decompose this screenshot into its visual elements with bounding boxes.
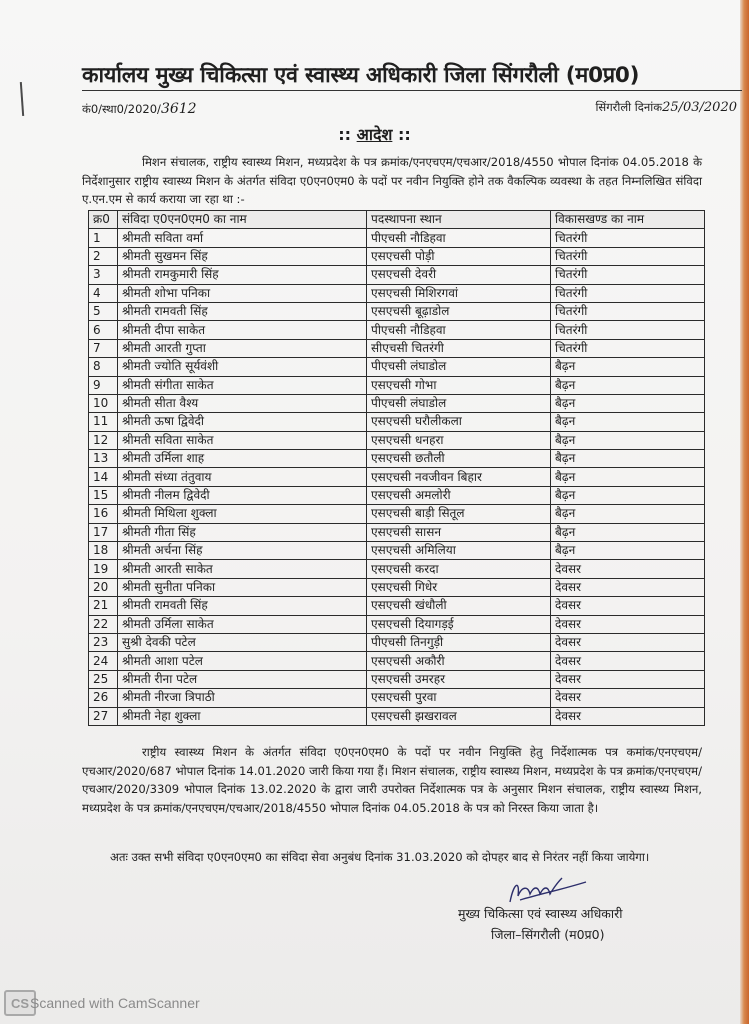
anm-table — [88, 210, 705, 726]
row-block: देवसर — [551, 689, 705, 707]
signature-stroke — [510, 878, 586, 902]
header-block: विकासखण्ड का नाम — [551, 211, 705, 229]
row-block: चितरंगी — [551, 266, 705, 284]
row-posting-place: एसएचसी पुरवा — [367, 689, 551, 707]
row-block: चितरंगी — [551, 284, 705, 302]
row-name: श्रीमती मिथिला शुक्ला — [118, 505, 367, 523]
row-posting-place: एसएचसी अकौरी — [367, 652, 551, 670]
row-serial: 15 — [89, 486, 118, 504]
row-posting-place: एसएचसी धनहरा — [367, 431, 551, 449]
order-heading-prefix: :: — [338, 125, 352, 144]
row-posting-place: एसएचसी नवजीवन बिहार — [367, 468, 551, 486]
row-serial: 26 — [89, 689, 118, 707]
row-posting-place: एसएचसी उमरहर — [367, 670, 551, 688]
table-row — [89, 505, 705, 523]
row-posting-place: एसएचसी मिशिरगवां — [367, 284, 551, 302]
row-serial: 2 — [89, 247, 118, 265]
row-posting-place: एसएचसी सासन — [367, 523, 551, 541]
table-row — [89, 707, 705, 725]
order-heading-suffix: :: — [397, 125, 411, 144]
row-serial: 18 — [89, 542, 118, 560]
table-row — [89, 266, 705, 284]
order-heading-title: आदेश — [356, 125, 393, 144]
row-block: बैढ़न — [551, 523, 705, 541]
row-name: श्रीमती रीना पटेल — [118, 670, 367, 688]
row-block: चितरंगी — [551, 302, 705, 320]
row-name: श्रीमती उर्मिला साकेत — [118, 615, 367, 633]
table-row — [89, 578, 705, 596]
row-name: श्रीमती दीपा साकेत — [118, 321, 367, 339]
row-name: श्रीमती संध्या तंतुवाय — [118, 468, 367, 486]
row-block: बैढ़न — [551, 394, 705, 412]
row-posting-place: एसएचसी अमलोरी — [367, 486, 551, 504]
row-serial: 27 — [89, 707, 118, 725]
row-block: देवसर — [551, 670, 705, 688]
table-row — [89, 542, 705, 560]
header-name: संविदा ए0एन0एम0 का नाम — [118, 211, 367, 229]
row-name: श्रीमती सुनीता पनिका — [118, 578, 367, 596]
row-posting-place: एसएचसी दियागड़ई — [367, 615, 551, 633]
row-serial: 24 — [89, 652, 118, 670]
row-posting-place: पीएचसी लंघाडोल — [367, 358, 551, 376]
row-name: श्रीमती संगीता साकेत — [118, 376, 367, 394]
row-block: बैढ़न — [551, 376, 705, 394]
row-serial: 5 — [89, 302, 118, 320]
row-posting-place: एसएचसी अमिलिया — [367, 542, 551, 560]
signatory-designation: मुख्य चिकित्सा एवं स्वास्थ्य अधिकारी — [458, 906, 623, 921]
row-serial: 10 — [89, 394, 118, 412]
row-serial: 20 — [89, 578, 118, 596]
row-posting-place: एसएचसी छतौली — [367, 450, 551, 468]
header-posting-place: पदस्थापना स्थान — [367, 211, 551, 229]
table-row — [89, 284, 705, 302]
row-block: बैढ़न — [551, 450, 705, 468]
row-block: देवसर — [551, 597, 705, 615]
table-header-row — [89, 211, 705, 229]
table-row — [89, 689, 705, 707]
row-posting-place: एसएचसी पोड़ी — [367, 247, 551, 265]
table-row — [89, 468, 705, 486]
body-text: राष्ट्रीय स्वास्थ्य मिशन के अंतर्गत संविदा ए0एन0एम0 के पदों पर नवीन नियुक्ति हेतु निर्देशात्मक पत्र कमांक/एनएचएम/एचआर/2020/687 भोपाल दिनांक 14.01.2020 जारी किया गया हैं। मिशन संचालक, राष्ट्रीय स्वास्थ्य मिशन, मध्यप्रदेश के पत्र क्रमांक/एनएचएम/एचआर/2020/3309 भोपाल दिनांक 13.02.2020 के द्वारा जारी उपरोक्त निर्देशात्मक पत्र के अनुसार मिशन संचालक, राष्ट्रीय स्वास्थ्य मिशन, मध्यप्रदेश के पत्र क्रमांक/एनएचएम/एचआर/2018/4550 भोपाल दिनांक 04.05.2018 के पत्र को निरस्त किया जाता है। — [82, 745, 702, 815]
row-block: देवसर — [551, 560, 705, 578]
row-name: श्रीमती रामवती सिंह — [118, 597, 367, 615]
body-paragraph — [82, 743, 702, 817]
row-serial: 21 — [89, 597, 118, 615]
row-serial: 6 — [89, 321, 118, 339]
office-title: कार्यालय मुख्य चिकित्सा एवं स्वास्थ्य अधिकारी जिला सिंगरौली (म0प्र0) — [82, 60, 742, 91]
row-block: बैढ़न — [551, 486, 705, 504]
table-row — [89, 394, 705, 412]
conclusion-text: अतः उक्त सभी संविदा ए0एन0एम0 का संविदा सेवा अनुबंध दिनांक 31.03.2020 को दोपहर बाद से निरंतर नहीं किया जायेगा। — [110, 850, 650, 864]
table-row — [89, 229, 705, 247]
table-row — [89, 339, 705, 357]
row-block: बैढ़न — [551, 468, 705, 486]
row-name: श्रीमती सविता वर्मा — [118, 229, 367, 247]
row-posting-place: एसएचसी झखरावल — [367, 707, 551, 725]
row-block: बैढ़न — [551, 358, 705, 376]
row-name: श्रीमती रामकुमारी सिंह — [118, 266, 367, 284]
row-serial: 11 — [89, 413, 118, 431]
row-posting-place: एसएचसी खंधौली — [367, 597, 551, 615]
row-block: बैढ़न — [551, 413, 705, 431]
row-serial: 14 — [89, 468, 118, 486]
intro-text: मिशन संचालक, राष्ट्रीय स्वास्थ्य मिशन, मध्यप्रदेश के पत्र क्रमांक/एनएचएम/एचआर/2018/4550 भोपाल दिनांक 04.05.2018 के निर्देशानुसार राष्ट्रीय स्वास्थ्य मिशन के अंतर्गत संविदा ए0एन0एम0 के पदों पर नवीन नियुक्ति होने तक वैकल्पिक व्यवस्था के तहत निम्नलिखित संविदा ए.एन.एम से कार्य कराया जा रहा था :- — [82, 155, 702, 206]
row-serial: 25 — [89, 670, 118, 688]
table-row — [89, 358, 705, 376]
row-block: चितरंगी — [551, 229, 705, 247]
table-row — [89, 247, 705, 265]
row-serial: 12 — [89, 431, 118, 449]
table-row — [89, 413, 705, 431]
row-serial: 7 — [89, 339, 118, 357]
watermark-text: Scanned with CamScanner — [30, 995, 200, 1011]
table-row — [89, 633, 705, 651]
row-name: श्रीमती आरती गुप्ता — [118, 339, 367, 357]
row-block: बैढ़न — [551, 505, 705, 523]
row-block: देवसर — [551, 633, 705, 651]
intro-paragraph — [82, 153, 702, 209]
row-name: श्रीमती गीता सिंह — [118, 523, 367, 541]
row-name: श्रीमती उर्मिला शाह — [118, 450, 367, 468]
table-row — [89, 652, 705, 670]
row-name: श्रीमती नीलम द्विवेदी — [118, 486, 367, 504]
date-handwritten: 25/03/2020 — [662, 100, 737, 115]
reference-number-handwritten: 3612 — [160, 101, 197, 117]
row-name: श्रीमती शोभा पनिका — [118, 284, 367, 302]
row-block: चितरंगी — [551, 247, 705, 265]
row-serial: 8 — [89, 358, 118, 376]
signature — [500, 876, 590, 906]
reference-number — [82, 101, 197, 117]
reference-prefix: कं0/स्था0/2020/ — [82, 102, 161, 116]
table-row — [89, 560, 705, 578]
camscanner-watermark — [4, 990, 200, 1016]
row-name: सुश्री देवकी पटेल — [118, 633, 367, 651]
table-row — [89, 450, 705, 468]
row-name: श्रीमती सीता वैश्य — [118, 394, 367, 412]
row-posting-place: पीएचसी तिनगुड़ी — [367, 633, 551, 651]
row-block: बैढ़न — [551, 431, 705, 449]
row-posting-place: एसएचसी गिधेर — [367, 578, 551, 596]
row-serial: 3 — [89, 266, 118, 284]
row-serial: 16 — [89, 505, 118, 523]
row-posting-place: पीएचसी नौडिहवा — [367, 321, 551, 339]
row-posting-place: एसएचसी घरौलीकला — [367, 413, 551, 431]
date-label: सिंगरौली दिनांक — [595, 100, 663, 114]
row-name: श्रीमती आशा पटेल — [118, 652, 367, 670]
row-block: बैढ़न — [551, 542, 705, 560]
row-posting-place: पीएचसी नौडिहवा — [367, 229, 551, 247]
row-block: देवसर — [551, 615, 705, 633]
row-serial: 17 — [89, 523, 118, 541]
table-row — [89, 321, 705, 339]
row-name: श्रीमती सविता साकेत — [118, 431, 367, 449]
row-serial: 22 — [89, 615, 118, 633]
header-serial: क्र0 — [89, 211, 118, 229]
row-block: चितरंगी — [551, 321, 705, 339]
order-heading — [0, 123, 749, 145]
row-name: श्रीमती आरती साकेत — [118, 560, 367, 578]
row-serial: 1 — [89, 229, 118, 247]
row-serial: 13 — [89, 450, 118, 468]
row-name: श्रीमती नीरजा त्रिपाठी — [118, 689, 367, 707]
date-line — [595, 100, 737, 115]
row-name: श्रीमती ज्योति सूर्यवंशी — [118, 358, 367, 376]
row-block: देवसर — [551, 707, 705, 725]
table-row — [89, 615, 705, 633]
table-row — [89, 431, 705, 449]
row-name: श्रीमती रामवती सिंह — [118, 302, 367, 320]
table-row — [89, 486, 705, 504]
table-row — [89, 523, 705, 541]
row-posting-place: एसएचसी गोभा — [367, 376, 551, 394]
page-edge-shadow — [740, 0, 749, 1024]
row-posting-place: एसएचसी बूढ़ाडोल — [367, 302, 551, 320]
row-posting-place: एसएचसी देवरी — [367, 266, 551, 284]
row-serial: 4 — [89, 284, 118, 302]
row-name: श्रीमती ऊषा द्विवेदी — [118, 413, 367, 431]
row-block: चितरंगी — [551, 339, 705, 357]
row-posting-place: पीएचसी लंघाडोल — [367, 394, 551, 412]
table-row — [89, 597, 705, 615]
row-name: श्रीमती अर्चना सिंह — [118, 542, 367, 560]
conclusion-paragraph — [82, 848, 702, 867]
row-serial: 9 — [89, 376, 118, 394]
row-block: देवसर — [551, 652, 705, 670]
row-serial: 23 — [89, 633, 118, 651]
table-row — [89, 302, 705, 320]
row-posting-place: सीएचसी चितरंगी — [367, 339, 551, 357]
row-posting-place: एसएचसी बाड़ी सितूल — [367, 505, 551, 523]
row-posting-place: एसएचसी करदा — [367, 560, 551, 578]
table-row — [89, 670, 705, 688]
row-serial: 19 — [89, 560, 118, 578]
camscanner-logo-icon: CS — [4, 990, 36, 1016]
row-name: श्रीमती सुखमन सिंह — [118, 247, 367, 265]
table-row — [89, 376, 705, 394]
row-block: देवसर — [551, 578, 705, 596]
signatory-district: जिला–सिंगरौली (म0प्र0) — [491, 927, 605, 942]
row-name: श्रीमती नेहा शुक्ला — [118, 707, 367, 725]
